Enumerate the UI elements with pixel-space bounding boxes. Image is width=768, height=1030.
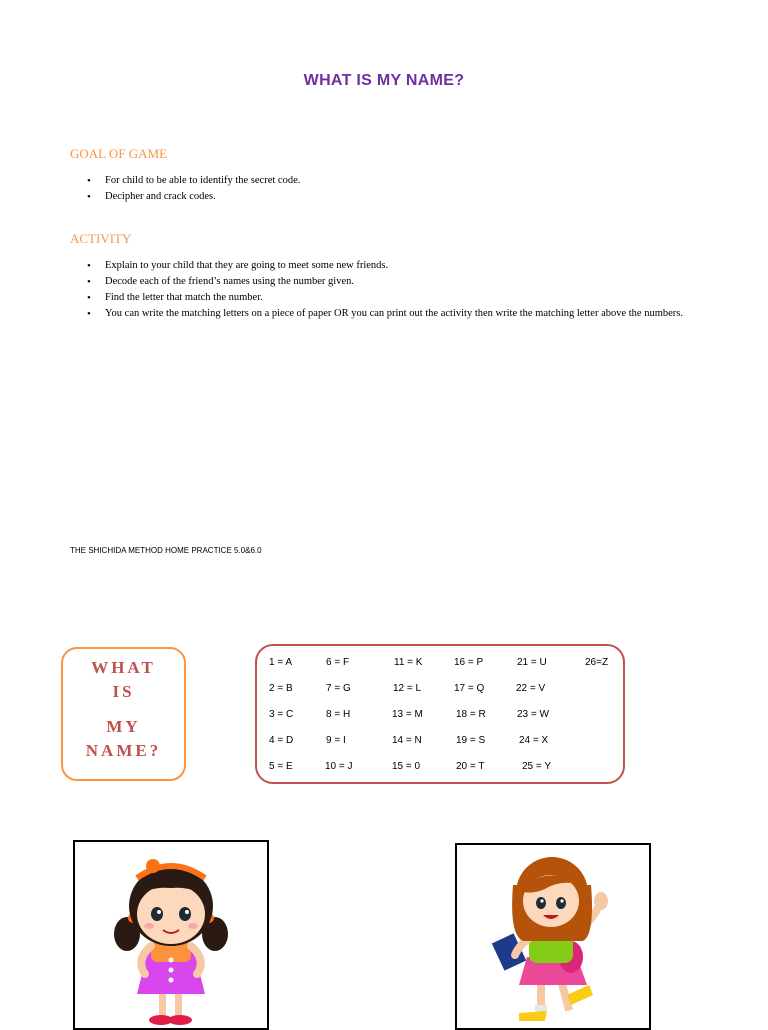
- activity-item: • Decode each of the friend’s names using the number given.: [70, 274, 695, 290]
- girl-book-illustration: [455, 843, 651, 1030]
- code-cell: 1 = A: [269, 657, 293, 668]
- code-cell: 16 = P: [454, 657, 484, 668]
- code-cell: 11 = K: [394, 657, 423, 668]
- code-cell: 3 = C: [269, 709, 294, 720]
- code-cell: 7 = G: [326, 683, 351, 694]
- code-cell: 6 = F: [326, 657, 350, 668]
- code-cell: 20 = T: [456, 761, 485, 772]
- footer-text: THE SHICHIDA METHOD HOME PRACTICE 5.0&6.0: [70, 546, 262, 555]
- code-cell: 26=Z: [585, 657, 609, 668]
- girl-pigtails-illustration: [73, 840, 269, 1030]
- girl-waving-icon: [457, 845, 649, 1028]
- code-cell: 24 = X: [519, 735, 549, 746]
- code-cell: 13 = M: [392, 709, 423, 720]
- activity-item: • Explain to your child that they are going to meet some new friends.: [70, 258, 695, 274]
- code-cell: 10 = J: [325, 761, 353, 772]
- name-box-line: MY: [106, 717, 141, 736]
- code-cell: 2 = B: [269, 683, 293, 694]
- activity-heading: ACTIVITY: [70, 231, 132, 246]
- code-cell: 4 = D: [269, 735, 294, 746]
- code-cell: 5 = E: [269, 761, 293, 772]
- code-cell: 22 = V: [516, 683, 546, 694]
- girl-pigtails-icon: [75, 842, 267, 1028]
- code-cell: 25 = Y: [522, 761, 552, 772]
- code-cell: 23 = W: [517, 709, 549, 720]
- code-cell: 17 = Q: [454, 683, 485, 694]
- code-cell: 18 = R: [456, 709, 486, 720]
- code-cell: 12 = L: [393, 683, 422, 694]
- code-cell: 14 = N: [392, 735, 422, 746]
- code-cell: 21 = U: [517, 657, 547, 668]
- code-cell: 9 = I: [326, 735, 346, 746]
- goal-heading: GOAL OF GAME: [70, 146, 168, 161]
- code-cell: 8 = H: [326, 709, 351, 720]
- page-title: WHAT IS MY NAME?: [303, 72, 465, 89]
- name-box-line: NAME?: [85, 741, 162, 760]
- name-title-box: [61, 647, 186, 781]
- activity-list: [70, 258, 695, 322]
- name-box-line: IS: [112, 682, 135, 701]
- code-cell: 19 = S: [456, 735, 486, 746]
- goal-list: [70, 173, 710, 205]
- code-table: [255, 644, 625, 784]
- activity-item: • Find the letter that match the number.: [70, 290, 695, 306]
- activity-item: • You can write the matching letters on a piece of paper OR you can print out the activity then write the matching letter above the numbers.: [70, 306, 695, 322]
- goal-item: • Decipher and crack codes.: [70, 189, 710, 205]
- code-cell: 15 = 0: [392, 761, 421, 772]
- name-box-line: WHAT: [91, 658, 156, 677]
- goal-item: • For child to be able to identify the secret code.: [70, 173, 710, 189]
